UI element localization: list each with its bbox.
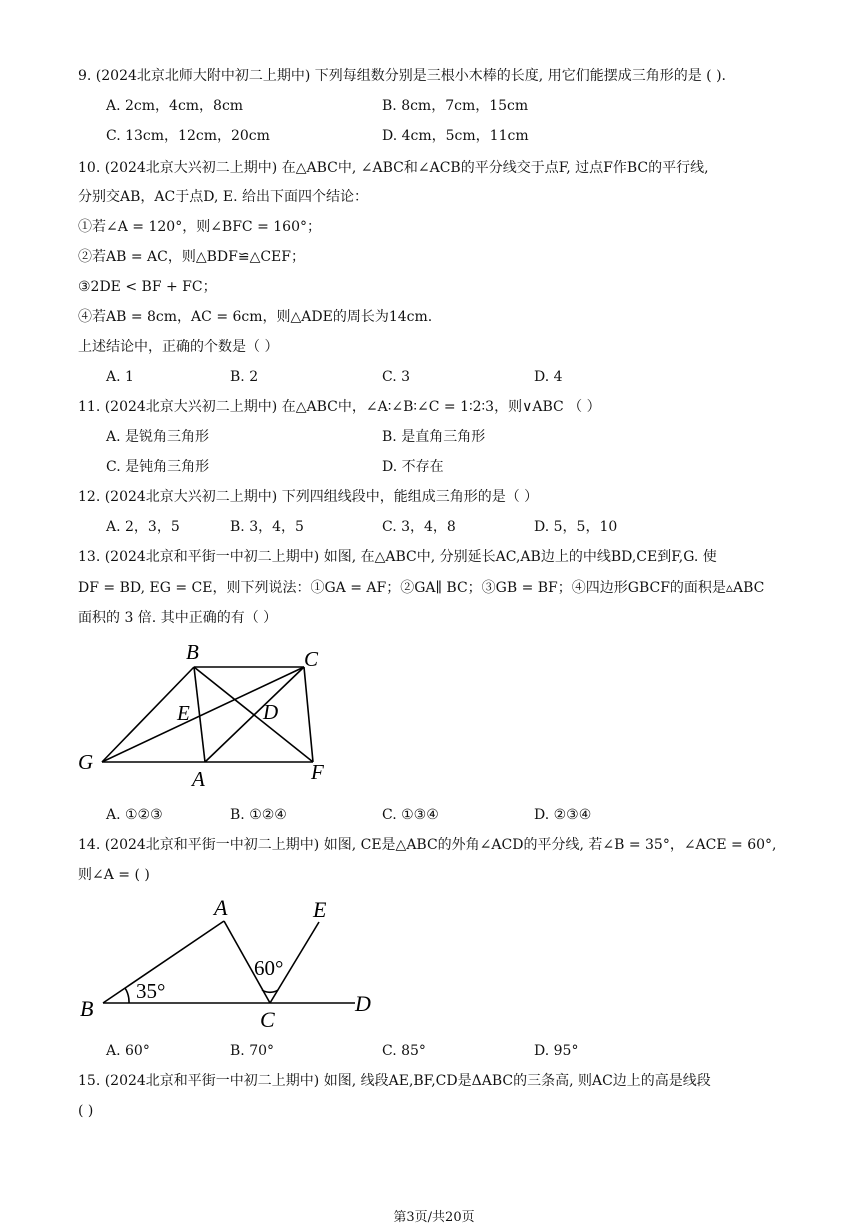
q13-stem-line3: 面积的 3 倍. 其中正确的有（ ） <box>78 610 278 626</box>
q12-stem: 12. (2024北京大兴初二上期中) 下列四组线段中，能组成三角形的是（ ） <box>78 489 539 505</box>
q10-conclusion-4: ④若AB = 8cm，AC = 6cm，则△ADE的周长为14cm. <box>78 309 433 325</box>
q10-conclusion-2: ②若AB = AC，则△BDF≌△CEF； <box>78 249 305 265</box>
label-a: A <box>214 895 228 920</box>
q14-stem-line1: 14. (2024北京和平街一中初二上期中) 如图, CE是△ABC的外角∠ACD的平分线, 若∠B = 35°，∠ACE = 60°, <box>78 837 777 853</box>
q9-option-b: B. 8cm，7cm，15cm <box>382 98 529 114</box>
q11-stem: 11. (2024北京大兴初二上期中) 在△ABC中，∠A∶∠B∶∠C = 1∶2∶3，则∨ABC （ ） <box>78 399 601 415</box>
q13-stem-line1: 13. (2024北京和平街一中初二上期中) 如图, 在△ABC中, 分别延长AC,AB边上的中线BD,CE到F,G. 使 <box>78 549 717 565</box>
q14-figure <box>70 890 390 1035</box>
segment-cf <box>304 667 313 762</box>
q9-option-c: C. 13cm，12cm，20cm <box>106 128 270 144</box>
q14-option-d: D. 95° <box>534 1043 579 1059</box>
q11-option-d: D. 不存在 <box>382 459 444 475</box>
label-c: C <box>260 1007 275 1032</box>
q10-stem-line2: 分别交AB，AC于点D, E. 给出下面四个结论： <box>78 189 368 205</box>
q10-conclusion-1: ①若∠A = 120°，则∠BFC = 160°； <box>78 219 321 235</box>
angle-c-label: 60° <box>254 956 284 980</box>
q13-option-c: C. ①③④ <box>382 807 439 823</box>
label-f: F <box>311 760 324 784</box>
q9-option-a: A. 2cm，4cm，8cm <box>106 98 244 114</box>
label-e: E <box>313 897 327 922</box>
q12-option-d: D. 5，5，10 <box>534 519 618 535</box>
q15-stem-line1: 15. (2024北京和平街一中初二上期中) 如图, 线段AE,BF,CD是ΔABC的三条高, 则AC边上的高是线段 <box>78 1073 711 1089</box>
label-b: B <box>186 640 199 664</box>
q13-option-a: A. ①②③ <box>106 807 163 823</box>
q13-figure <box>70 638 350 793</box>
q12-option-b: B. 3，4，5 <box>230 519 304 535</box>
q10-question: 上述结论中，正确的个数是（ ） <box>78 339 279 355</box>
label-a: A <box>192 767 205 791</box>
q9-stem: 9. (2024北京北师大附中初二上期中) 下列每组数分别是三根小木棒的长度, 用它们能摆成三角形的是 ( ). <box>78 68 726 84</box>
angle-c-arc <box>262 990 278 992</box>
q13-option-d: D. ②③④ <box>534 807 592 823</box>
q14-option-a: A. 60° <box>106 1043 150 1059</box>
q11-option-a: A. 是锐角三角形 <box>106 429 210 445</box>
q11-option-b: B. 是直角三角形 <box>382 429 486 445</box>
q11-option-c: C. 是钝角三角形 <box>106 459 210 475</box>
label-b: B <box>80 996 94 1021</box>
q14-option-b: B. 70° <box>230 1043 275 1059</box>
q12-option-a: A. 2，3，5 <box>106 519 180 535</box>
q10-option-c: C. 3 <box>382 369 411 385</box>
segment-bf <box>194 667 313 762</box>
q15-stem-line2: ( ) <box>78 1103 94 1119</box>
label-d: D <box>263 700 279 724</box>
q10-option-b: B. 2 <box>230 369 259 385</box>
label-g: G <box>78 750 94 774</box>
page-footer: 第3页/共20页 <box>393 1210 475 1225</box>
q13-stem-line2: DF = BD, EG = CE，则下列说法：①GA = AF；②GA∥ BC；③GB = BF；④四边形GBCF的面积是▵ABC <box>78 580 765 596</box>
q10-option-d: D. 4 <box>534 369 563 385</box>
q10-stem-line1: 10. (2024北京大兴初二上期中) 在△ABC中, ∠ABC和∠ACB的平分线交于点F, 过点F作BC的平行线, <box>78 160 709 176</box>
q13-option-b: B. ①②④ <box>230 807 287 823</box>
label-c: C <box>304 647 319 671</box>
q12-option-c: C. 3，4，8 <box>382 519 456 535</box>
q10-option-a: A. 1 <box>106 369 134 385</box>
label-d: D <box>355 991 371 1016</box>
q14-option-c: C. 85° <box>382 1043 426 1059</box>
angle-b-arc <box>125 988 129 1003</box>
label-e: E <box>177 701 190 725</box>
q10-conclusion-3: ③2DE < BF + FC； <box>78 279 217 295</box>
q14-stem-line2: 则∠A = ( ) <box>78 867 150 883</box>
q9-option-d: D. 4cm，5cm，11cm <box>382 128 529 144</box>
angle-b-label: 35° <box>136 979 166 1003</box>
